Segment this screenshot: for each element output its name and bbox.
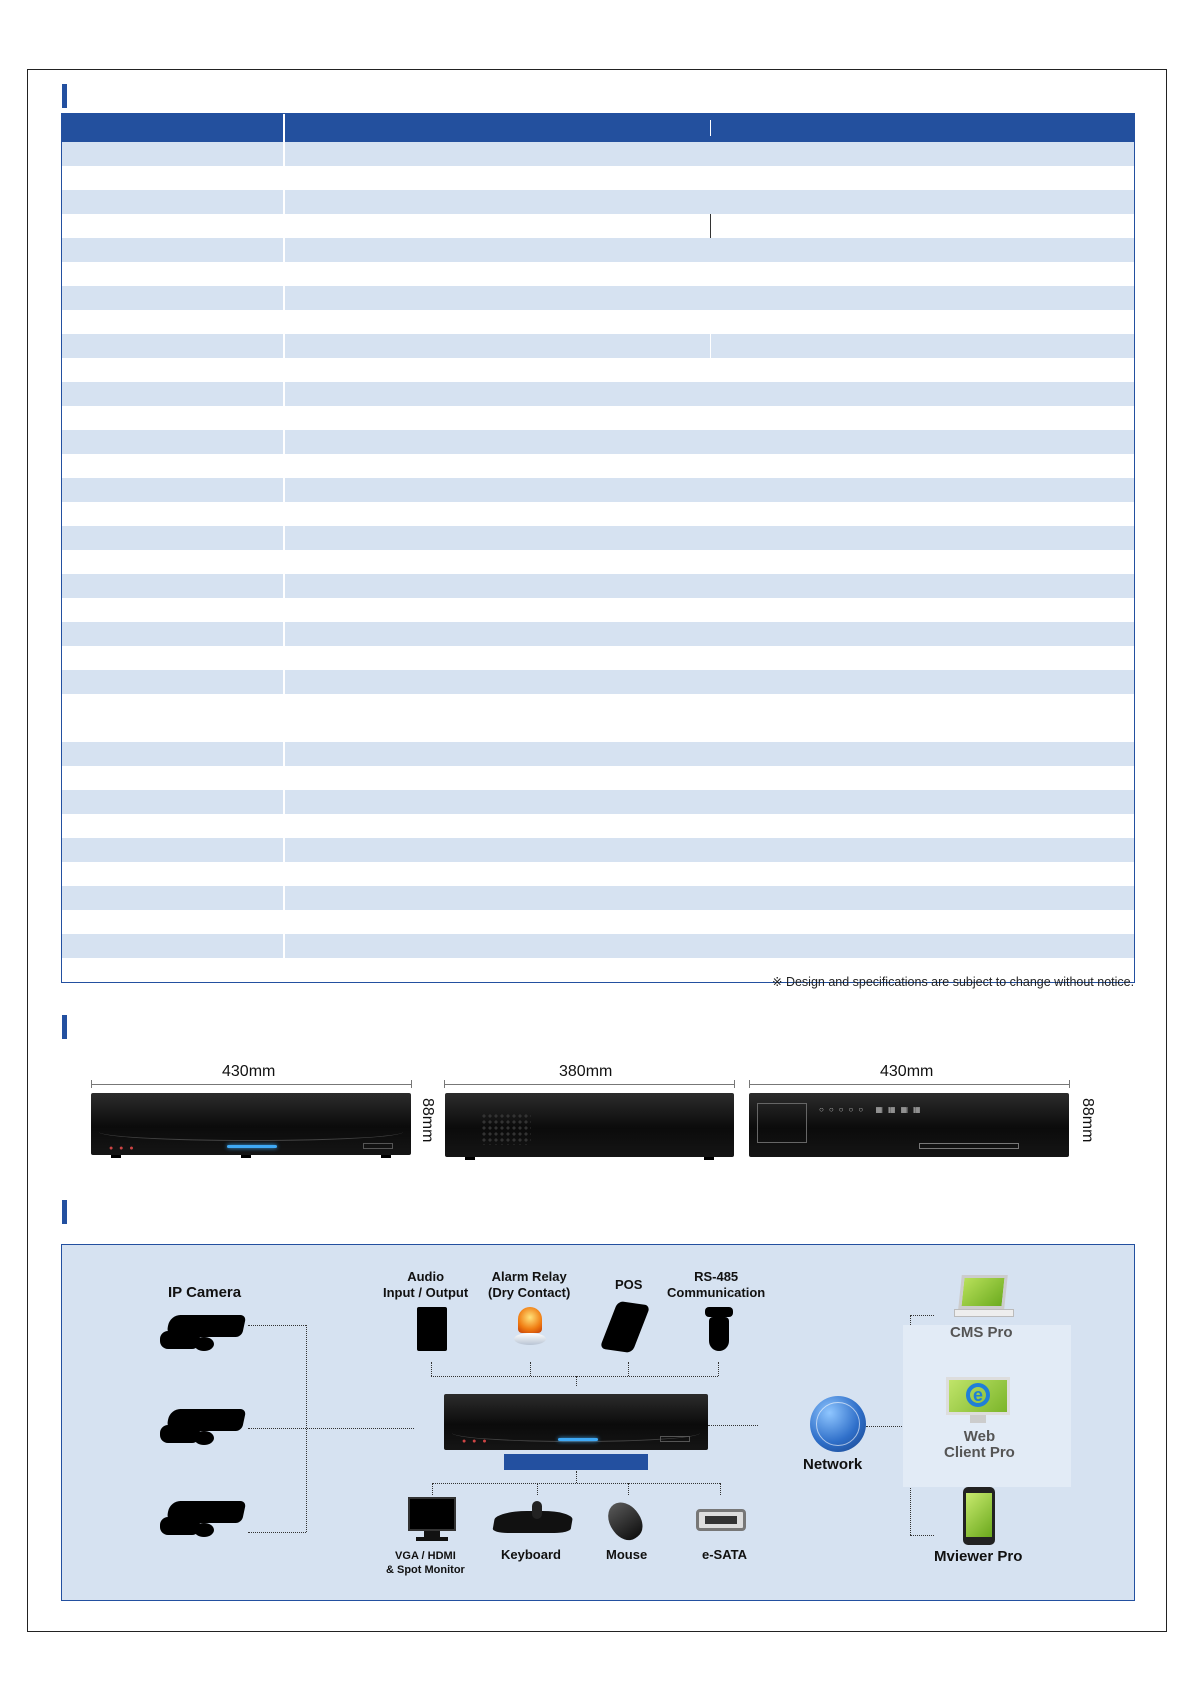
- spec-row: [62, 286, 1134, 310]
- monitor-icon: [408, 1497, 456, 1543]
- spec-row: [62, 862, 1134, 886]
- spec-row: [62, 694, 1134, 742]
- dvr-model-bar: [504, 1454, 648, 1470]
- spec-row: [62, 598, 1134, 622]
- pos-label: POS: [615, 1277, 643, 1292]
- connection-section-marker: [62, 1200, 67, 1224]
- mouse-icon: [601, 1496, 649, 1546]
- alarm-siren-icon: [512, 1307, 548, 1351]
- dvr-back-view: ○○○○○ ▦▦▦▦: [749, 1093, 1069, 1157]
- spec-row: [62, 622, 1134, 646]
- spec-row: [62, 214, 1134, 238]
- dvr-side-view: [445, 1093, 734, 1157]
- spec-row: [62, 334, 1134, 358]
- side-depth-label: 380mm: [559, 1063, 613, 1080]
- spec-table: [61, 113, 1135, 983]
- globe-icon: [810, 1396, 866, 1452]
- spec-row: [62, 550, 1134, 574]
- ip-camera-label: IP Camera: [168, 1284, 242, 1301]
- rs485-label: RS-485 Communication: [667, 1269, 766, 1300]
- spec-row: [62, 454, 1134, 478]
- spec-row: [62, 814, 1134, 838]
- spec-row: [62, 790, 1134, 814]
- esata-port-icon: [696, 1509, 746, 1531]
- ptz-camera-icon: [705, 1307, 733, 1351]
- alarm-label: Alarm Relay (Dry Contact): [488, 1269, 571, 1300]
- spec-row: [62, 142, 1134, 166]
- esata-label: e-SATA: [702, 1547, 748, 1562]
- spec-row: [62, 742, 1134, 766]
- spec-row: [62, 382, 1134, 406]
- ip-camera-icon: [160, 1409, 246, 1445]
- spec-row: [62, 430, 1134, 454]
- cms-label: CMS Pro: [950, 1324, 1013, 1341]
- speaker-icon: [417, 1307, 447, 1351]
- audio-label: Audio Input / Output: [383, 1269, 469, 1300]
- spec-row: [62, 502, 1134, 526]
- web-client-label: Web Client Pro: [944, 1428, 1015, 1461]
- spec-section-marker: [62, 84, 67, 108]
- dimensions-section-marker: [62, 1015, 67, 1039]
- spec-row: [62, 670, 1134, 694]
- spec-row: [62, 838, 1134, 862]
- monitor-ie-icon: e: [946, 1377, 1010, 1425]
- spec-row: [62, 886, 1134, 910]
- pos-terminal-icon: [599, 1301, 650, 1353]
- spec-row: [62, 166, 1134, 190]
- front-width-label: 430mm: [222, 1063, 276, 1080]
- back-width-label: 430mm: [880, 1063, 934, 1080]
- mviewer-label: Mviewer Pro: [934, 1548, 1023, 1565]
- spec-row: [62, 406, 1134, 430]
- spec-row: [62, 574, 1134, 598]
- spec-row: [62, 262, 1134, 286]
- spec-row: [62, 910, 1134, 934]
- spec-row: [62, 310, 1134, 334]
- disclaimer-note: ※ Design and specifications are subject to change without notice.: [772, 975, 1135, 989]
- spec-row: [62, 358, 1134, 382]
- spec-row: [62, 526, 1134, 550]
- spec-row: [62, 646, 1134, 670]
- spec-table-header: [62, 114, 1134, 142]
- monitor-label: VGA / HDMI & Spot Monitor: [386, 1550, 465, 1576]
- spec-row: [62, 478, 1134, 502]
- ip-camera-icon: [160, 1315, 246, 1351]
- spec-row: [62, 934, 1134, 958]
- dvr-unit-icon: ● ● ●: [444, 1394, 708, 1450]
- dvr-front-view: ● ● ●: [91, 1093, 411, 1155]
- laptop-icon: [954, 1275, 1016, 1321]
- spec-row: [62, 190, 1134, 214]
- status-light: [227, 1145, 277, 1148]
- keyboard-label: Keyboard: [501, 1547, 561, 1562]
- ptz-keyboard-icon: [494, 1501, 574, 1537]
- ip-camera-icon: [160, 1501, 246, 1537]
- front-height-label: 88mm: [419, 1098, 436, 1143]
- smartphone-icon: [963, 1487, 995, 1545]
- connection-diagram: [61, 1244, 1135, 1601]
- spec-table-body: [62, 142, 1134, 982]
- mouse-label: Mouse: [606, 1547, 648, 1562]
- spec-row: [62, 766, 1134, 790]
- network-label: Network: [803, 1456, 863, 1473]
- spec-row: [62, 238, 1134, 262]
- back-height-label: 88mm: [1079, 1098, 1096, 1143]
